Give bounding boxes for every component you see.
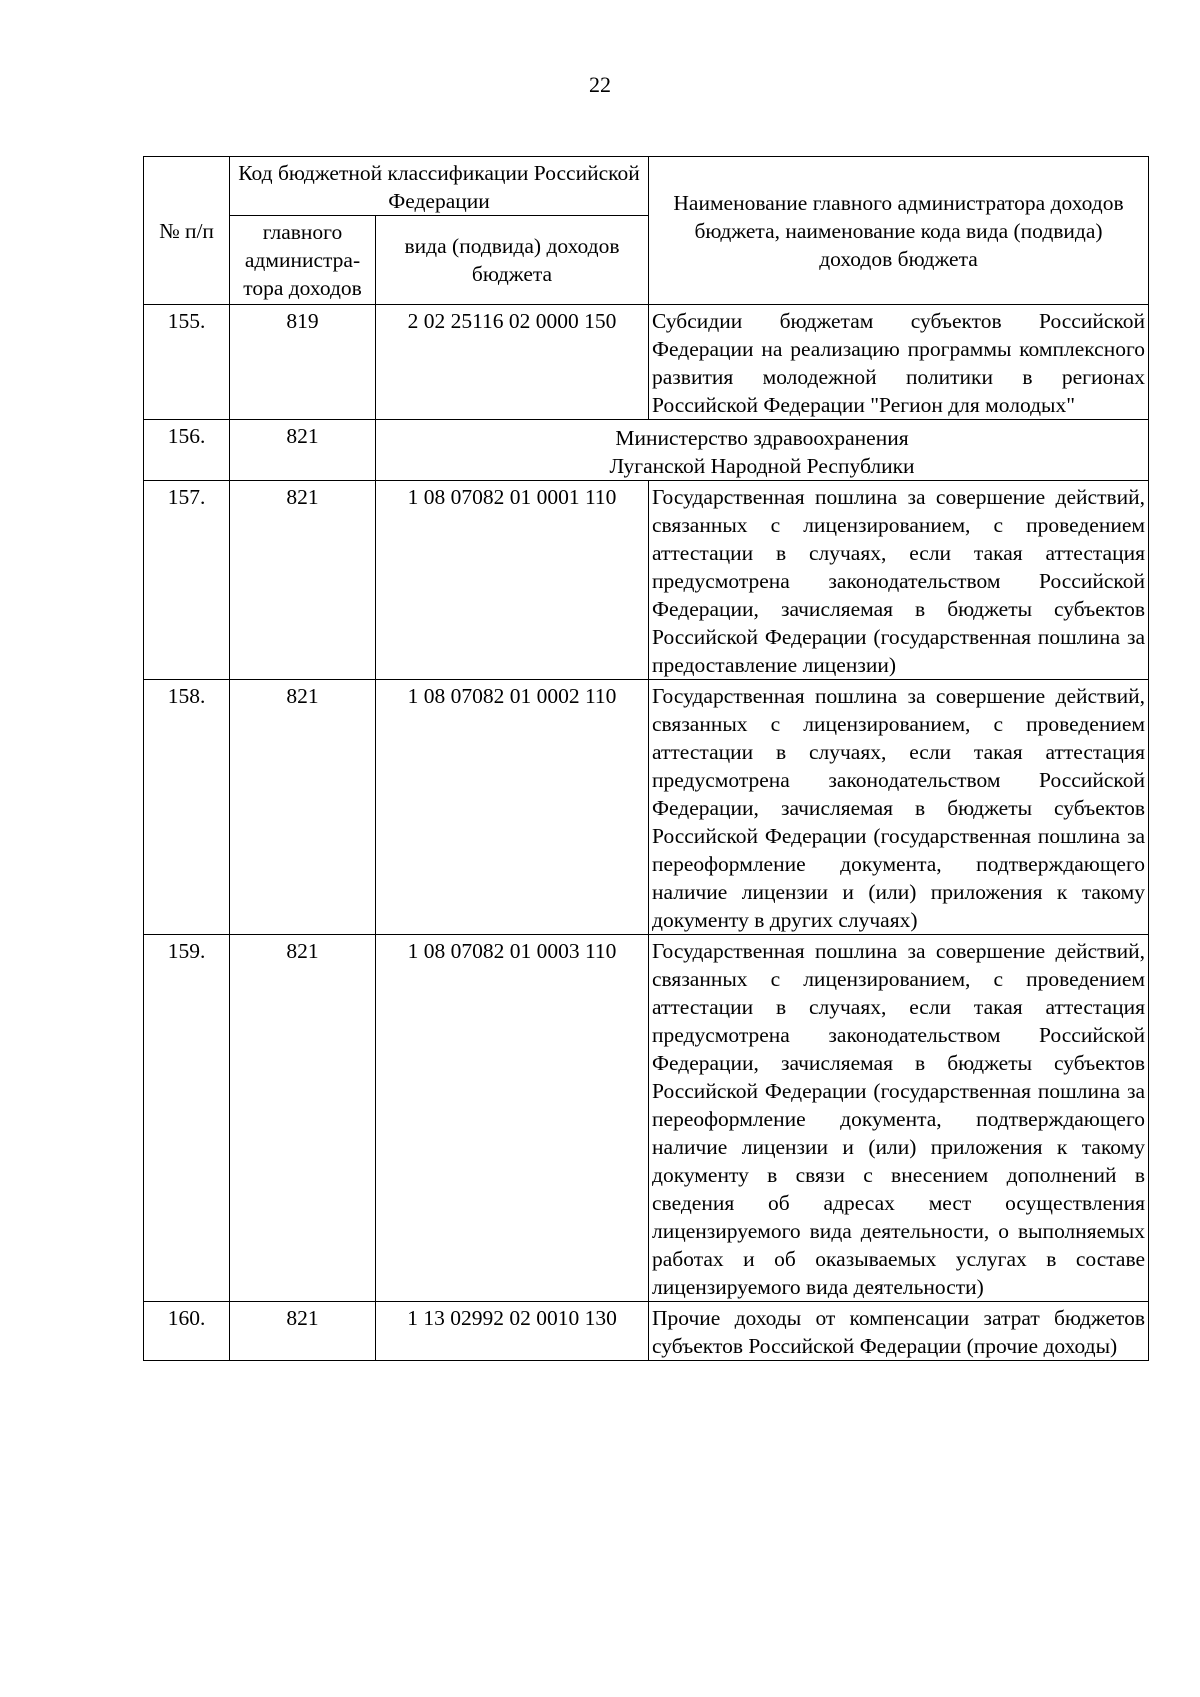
row-income-code: 1 08 07082 01 0003 110 <box>376 935 649 1302</box>
table-row <box>144 1302 1149 1361</box>
row-num: 158. <box>144 680 230 935</box>
table-header-row <box>144 157 1149 216</box>
ministry-title-line1: Министерство здравоохранения <box>615 426 909 450</box>
header-num: № п/п <box>144 157 230 305</box>
row-income-code: 1 13 02992 02 0010 130 <box>376 1302 649 1361</box>
header-name: Наименование главного администратора доходов бюджета, наименование кода вида (подвида) доходов бюджета <box>649 157 1149 305</box>
row-num: 156. <box>144 420 230 481</box>
row-name: Субсидии бюджетам субъектов Российской Федерации на реализацию программы комплексного развития молодежной политики в регионах Российской Федерации "Регион для молодых" <box>649 305 1149 420</box>
row-name: Государственная пошлина за совершение действий, связанных с лицензированием, с проведением аттестации в случаях, если такая аттестация предусмотрена законодательством Российской Федерации, зачисляемая в бюджеты субъектов Российской Федерации (государственная пошлина за предоставление лицензии) <box>649 481 1149 680</box>
budget-classification-table <box>143 156 1149 1361</box>
ministry-title-line2: Луганской Народной Республики <box>609 454 915 478</box>
header-income-type: вида (подвида) доходов бюджета <box>376 216 649 305</box>
row-admin-code: 821 <box>230 420 376 481</box>
header-budget-classification: Код бюджетной классификации Российской Федерации <box>230 157 649 216</box>
row-income-code: 1 08 07082 01 0002 110 <box>376 680 649 935</box>
row-name: Государственная пошлина за совершение действий, связанных с лицензированием, с проведением аттестации в случаях, если такая аттестация предусмотрена законодательством Российской Федерации, зачисляемая в бюджеты субъектов Российской Федерации (государственная пошлина за переоформление документа, подтверждающего наличие лицензии и (или) приложения к такому документу в связи с внесением дополнений в сведения об адресах мест осуществления лицензируемого вида деятельности, о выполняемых работах и об оказываемых услугах в составе лицензируемого вида деятельности) <box>649 935 1149 1302</box>
row-income-code: 1 08 07082 01 0001 110 <box>376 481 649 680</box>
row-num: 159. <box>144 935 230 1302</box>
row-admin-code: 819 <box>230 305 376 420</box>
row-admin-code: 821 <box>230 481 376 680</box>
row-name: Прочие доходы от компенсации затрат бюджетов субъектов Российской Федерации (прочие доходы) <box>649 1302 1149 1361</box>
row-name: Государственная пошлина за совершение действий, связанных с лицензированием, с проведением аттестации в случаях, если такая аттестация предусмотрена законодательством Российской Федерации, зачисляемая в бюджеты субъектов Российской Федерации (государственная пошлина за переоформление документа, подтверждающего наличие лицензии и (или) приложения к такому документу в других случаях) <box>649 680 1149 935</box>
table-row <box>144 935 1149 1302</box>
row-income-code: 2 02 25116 02 0000 150 <box>376 305 649 420</box>
row-num: 155. <box>144 305 230 420</box>
ministry-title <box>376 420 1149 481</box>
table-row <box>144 481 1149 680</box>
table-row <box>144 680 1149 935</box>
row-num: 157. <box>144 481 230 680</box>
row-admin-code: 821 <box>230 680 376 935</box>
table-row-ministry <box>144 420 1149 481</box>
header-main-admin: главного администра-тора доходов <box>230 216 376 305</box>
row-admin-code: 821 <box>230 1302 376 1361</box>
row-num: 160. <box>144 1302 230 1361</box>
row-admin-code: 821 <box>230 935 376 1302</box>
table-row <box>144 305 1149 420</box>
page-number: 22 <box>589 72 611 97</box>
